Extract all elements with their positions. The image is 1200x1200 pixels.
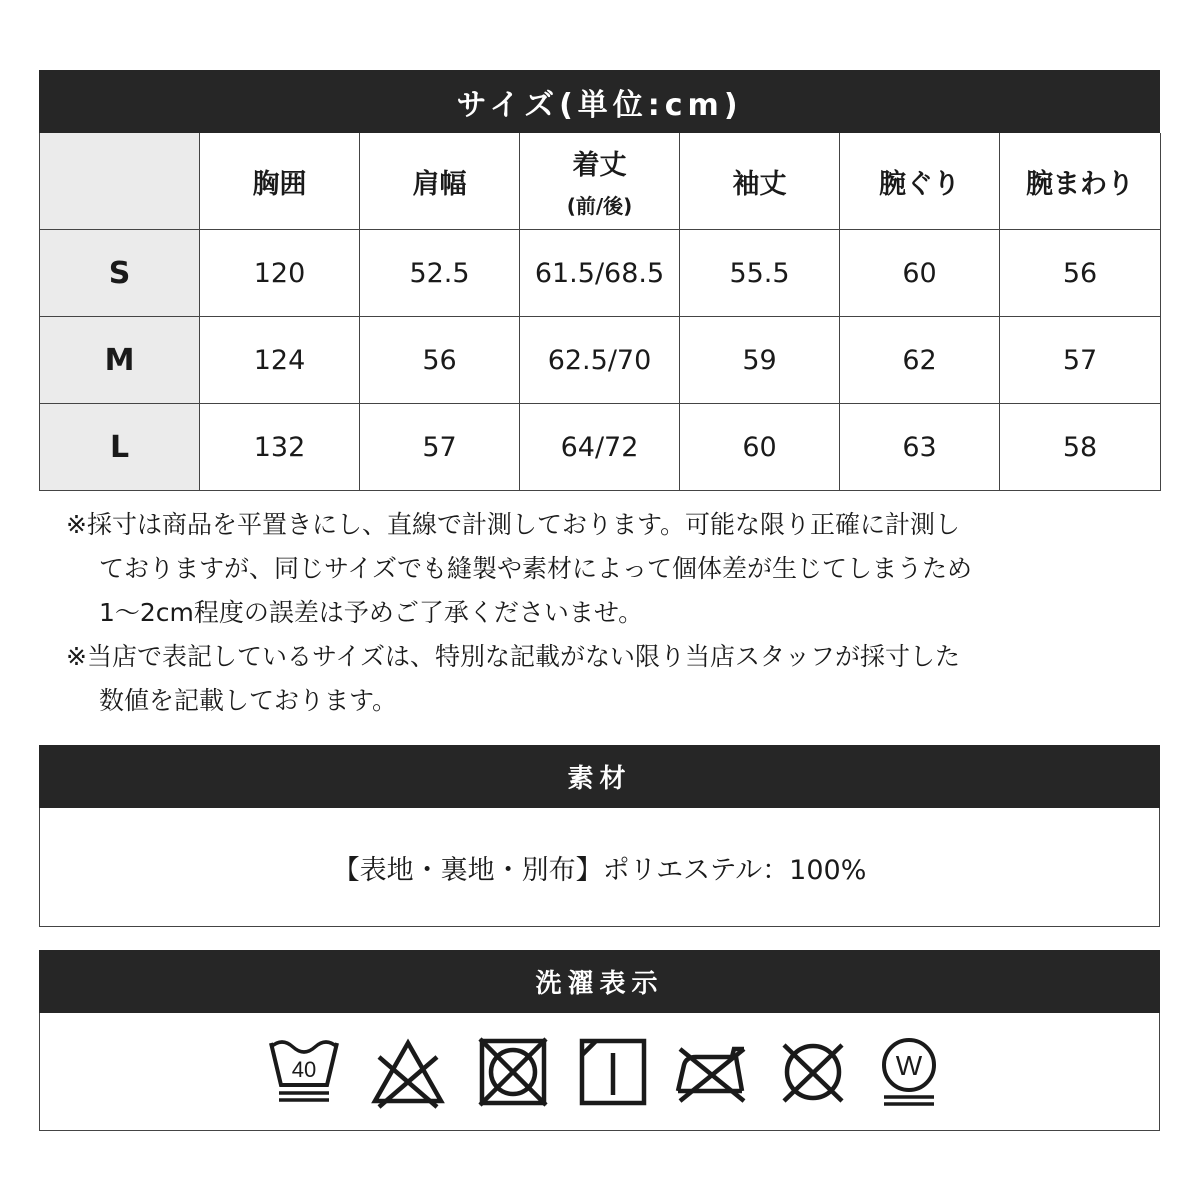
- note-line: 1〜2cm程度の誤差は予めご了承くださいませ。: [99, 598, 644, 627]
- size-label: M: [40, 317, 200, 404]
- table-cell: 57: [360, 404, 520, 491]
- note-line: ておりますが、同じサイズでも縫製や素材によって個体差が生じてしまうため: [99, 554, 973, 583]
- table-cell: 60: [680, 404, 840, 491]
- wet-clean-letter: W: [895, 1050, 923, 1081]
- table-cell: 57: [1000, 317, 1161, 404]
- table-cell: 64/72: [520, 404, 680, 491]
- size-section-title: サイズ(単位:cm): [39, 70, 1160, 133]
- table-cell: 120: [200, 230, 360, 317]
- material-text: 【表地・裏地・別布】ポリエステル：100%: [332, 854, 867, 886]
- table-cell: 56: [360, 317, 520, 404]
- table-cell: 62: [840, 317, 1000, 404]
- table-cell: 124: [200, 317, 360, 404]
- gentle-wet-clean-icon: [872, 1035, 946, 1109]
- size-notes: [66, 503, 1086, 723]
- no-tumble-dry-icon: [476, 1035, 550, 1109]
- no-iron-icon: [674, 1035, 748, 1109]
- table-cell: 59: [680, 317, 840, 404]
- wash-temperature: 40: [291, 1057, 317, 1082]
- no-dry-clean-icon: [776, 1035, 850, 1109]
- table-row: [40, 317, 1161, 404]
- material-box: [39, 808, 1160, 927]
- size-label: S: [40, 230, 200, 317]
- table-cell: 56: [1000, 230, 1161, 317]
- table-cell: 63: [840, 404, 1000, 491]
- no-bleach-icon: [371, 1035, 445, 1109]
- size-table: [39, 133, 1161, 491]
- column-header: 袖丈: [680, 133, 840, 230]
- column-header: 肩幅: [360, 133, 520, 230]
- table-cell: 132: [200, 404, 360, 491]
- table-cell: 60: [840, 230, 1000, 317]
- size-label: L: [40, 404, 200, 491]
- size-table-corner: [40, 133, 200, 230]
- table-cell: 52.5: [360, 230, 520, 317]
- table-cell: 61.5/68.5: [520, 230, 680, 317]
- column-header: 胸囲: [200, 133, 360, 230]
- table-row: [40, 230, 1161, 317]
- table-cell: 62.5/70: [520, 317, 680, 404]
- table-cell: 58: [1000, 404, 1161, 491]
- table-cell: 55.5: [680, 230, 840, 317]
- column-header: 腕まわり: [1000, 133, 1161, 230]
- column-header: 着丈 (前/後): [520, 133, 680, 230]
- note-line: 数値を記載しております。: [99, 686, 398, 715]
- line-dry-shade-icon: [576, 1035, 650, 1109]
- wash-40-gentle-icon: [267, 1035, 341, 1109]
- note-line: ※当店で表記しているサイズは、特別な記載がない限り当店スタッフが採寸した: [66, 642, 960, 671]
- material-section-title: 素材: [39, 745, 1160, 808]
- table-row: [40, 404, 1161, 491]
- care-section-title: 洗濯表示: [39, 950, 1160, 1013]
- care-symbols: [39, 1013, 1160, 1131]
- size-table-header-row: [40, 133, 1161, 230]
- column-header: 腕ぐり: [840, 133, 1000, 230]
- note-line: ※採寸は商品を平置きにし、直線で計測しております。可能な限り正確に計測し: [66, 510, 960, 539]
